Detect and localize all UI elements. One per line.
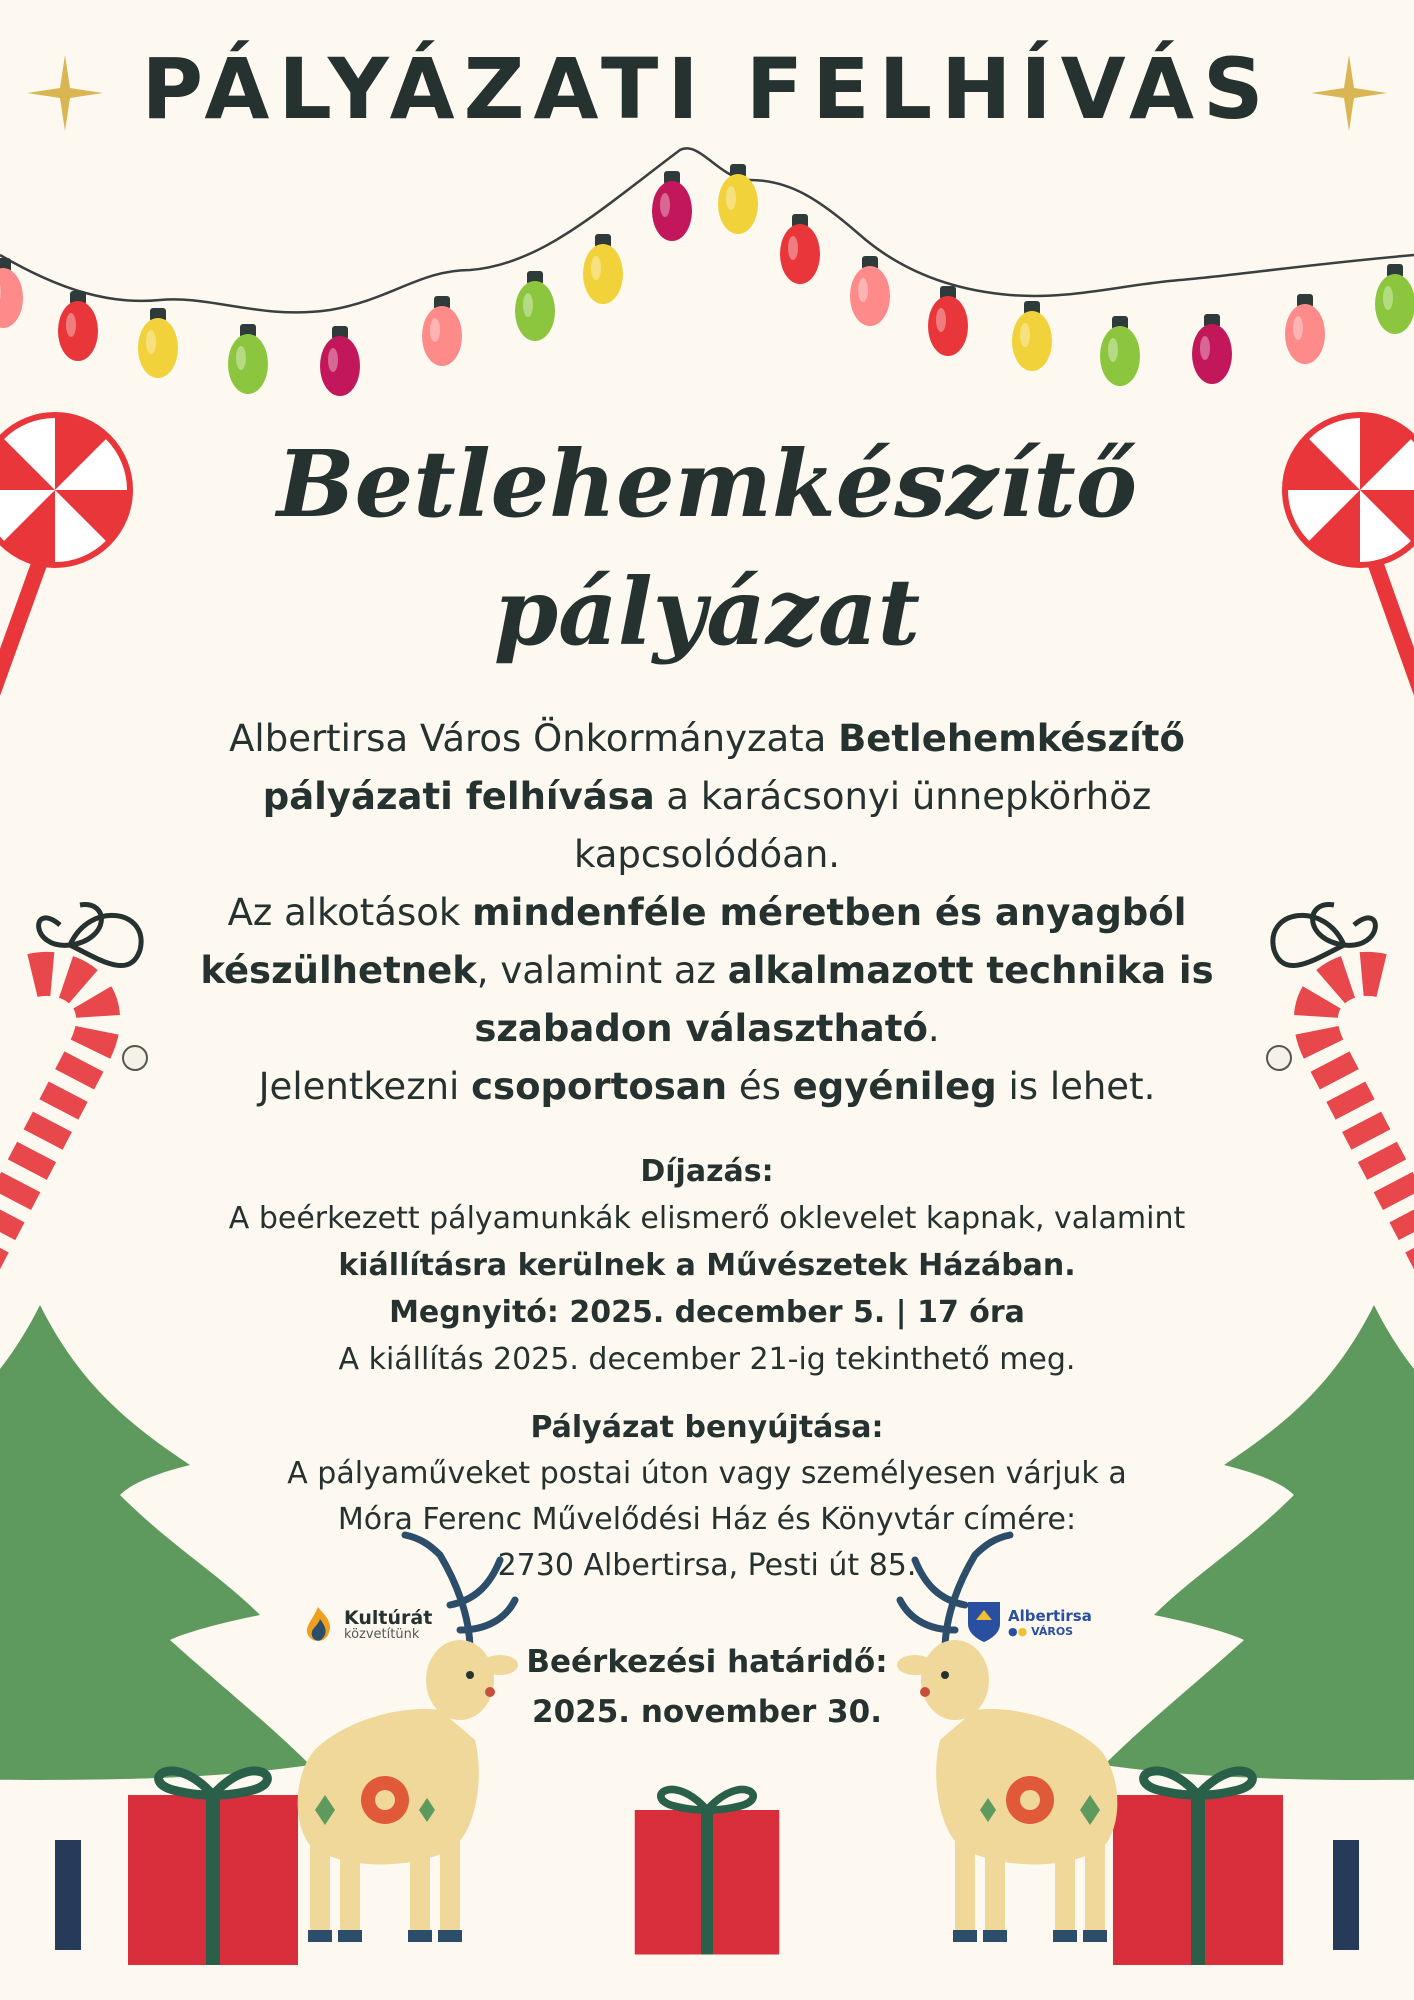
main-title [0,420,1414,676]
reindeer-icon [897,1535,1117,1942]
intro-bold-span: alkalmazott technika is szabadon választható [474,949,1214,1050]
submission-address: 2730 Albertirsa, Pesti út 85. [497,1548,917,1583]
reindeer-icon [298,1535,518,1942]
awards-opening: Megnyitó: 2025. december 5. | 17 óra [389,1295,1025,1330]
flame-icon [298,1605,338,1645]
candy-cane-icon [0,905,147,1260]
gift-icon [128,1771,298,1965]
intro-text-span: Az alkotások [227,891,473,934]
intro-text-span: is lehet. [996,1065,1156,1108]
main-title-line2: pályázat [493,558,921,666]
intro-text-span: . [927,1007,940,1050]
intro-bold-span: egyénileg [792,1065,997,1108]
lights-string [0,148,1414,312]
awards-until: A kiállítás 2025. december 21-ig tekinthető meg. [338,1342,1076,1377]
awards-section [150,1148,1264,1383]
page-header-title: PÁLYÁZATI FELHÍVÁS [141,40,1273,138]
submission-heading: Pályázat benyújtása: [530,1410,884,1445]
intro-paragraph-1 [170,710,1244,884]
submission-section [180,1405,1234,1589]
awards-heading: Díjazás: [640,1154,774,1189]
intro-paragraph-2 [170,884,1244,1058]
albertirsa-logo-sub: ●● VÁROS [1008,1624,1074,1638]
intro-text-span: Albertirsa Város Önkormányzata [229,717,839,760]
intro-text-span: , valamint az [476,949,728,992]
intro-bold-span: csoportosan [471,1065,728,1108]
deadline-heading: Beérkezési határidő: [526,1644,888,1680]
intro-bold-span: Betlehemkészítő pályázati felhívása [262,717,1185,818]
intro-text-span: a karácsonyi ünnepkörhöz kapcsolódóan. [573,775,1152,876]
intro-text-span: Jelentkezni [258,1065,472,1108]
main-title-line1: Betlehemkészítő [276,430,1138,538]
deadline-date: 2025. november 30. [532,1694,882,1730]
intro-bold-span: mindenféle méretben és anyagból készülhetnek [200,891,1187,992]
awards-exhibition: kiállításra kerülnek a Művészetek Házában. [338,1248,1076,1283]
deadline-section [400,1637,1014,1737]
kulturat-logo-name: Kultúrát [344,1606,433,1629]
kulturat-logo-sub: közvetítünk [344,1626,420,1642]
light-bulb-icon [0,164,1414,396]
albertirsa-logo-sub-text: VÁROS [1031,1624,1074,1638]
intro-text [170,710,1244,1116]
gift-icon [635,1790,780,1955]
candy-cane-icon [1267,905,1414,1260]
submission-line1: A pályaműveket postai úton vagy személyesen várjuk a [287,1456,1127,1491]
gift-icon [1113,1771,1283,1965]
submission-line2: Móra Ferenc Művelődési Ház és Könyvtár címére: [337,1502,1077,1537]
intro-text-span: és [727,1065,793,1108]
intro-paragraph-3 [170,1058,1244,1116]
awards-text: A beérkezett pályamunkák elismerő oklevelet kapnak, valamint [228,1201,1186,1236]
albertirsa-logo-name: Albertirsa [1008,1606,1092,1625]
